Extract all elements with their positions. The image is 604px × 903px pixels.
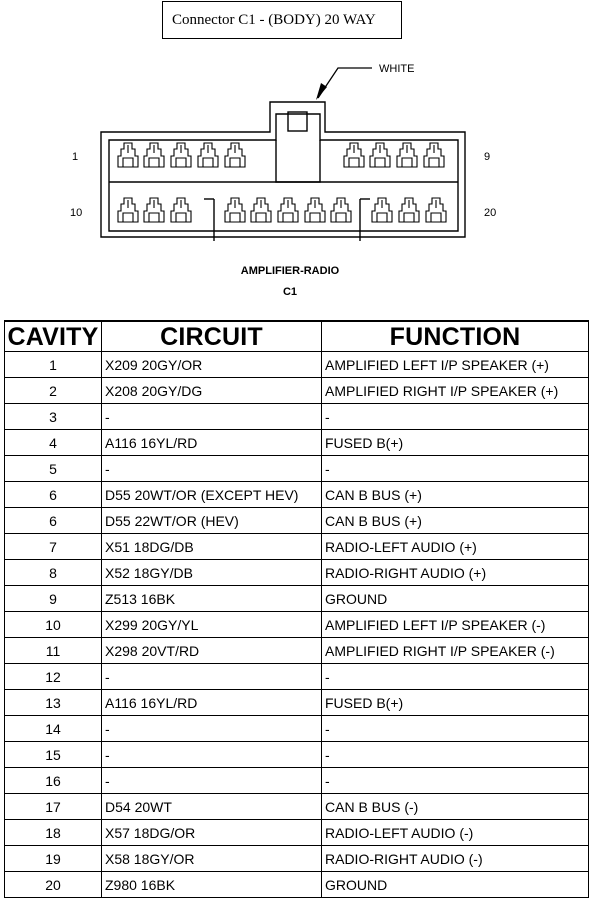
circuit-cell: X58 18GY/OR bbox=[102, 846, 322, 872]
terminal-cavity bbox=[198, 143, 218, 167]
function-cell: - bbox=[322, 768, 589, 794]
circuit-cell: A116 16YL/RD bbox=[102, 430, 322, 456]
circuit-cell: X208 20GY/DG bbox=[102, 378, 322, 404]
cavity-cell: 4 bbox=[5, 430, 102, 456]
table-row bbox=[5, 508, 589, 534]
function-cell: CAN B BUS (+) bbox=[322, 508, 589, 534]
circuit-cell: X52 18GY/DB bbox=[102, 560, 322, 586]
cavity-cell: 15 bbox=[5, 742, 102, 768]
pin-label-10: 10 bbox=[70, 207, 83, 219]
terminal-cavity bbox=[225, 198, 245, 222]
terminal-cavity bbox=[370, 143, 390, 167]
cavity-cell: 8 bbox=[5, 560, 102, 586]
function-cell: RADIO-LEFT AUDIO (-) bbox=[322, 820, 589, 846]
circuit-cell: X298 20VT/RD bbox=[102, 638, 322, 664]
table-row bbox=[5, 560, 589, 586]
cavity-cell: 17 bbox=[5, 794, 102, 820]
function-cell: AMPLIFIED LEFT I/P SPEAKER (+) bbox=[322, 352, 589, 378]
terminal-cavity bbox=[251, 198, 271, 222]
header-cavity: CAVITY bbox=[5, 321, 102, 352]
cavity-cell: 18 bbox=[5, 820, 102, 846]
terminal-cavity bbox=[118, 198, 138, 222]
circuit-cell: Z513 16BK bbox=[102, 586, 322, 612]
function-cell: - bbox=[322, 404, 589, 430]
circuit-cell: Z980 16BK bbox=[102, 872, 322, 898]
circuit-cell: - bbox=[102, 456, 322, 482]
cavity-cell: 6 bbox=[5, 482, 102, 508]
circuit-cell: - bbox=[102, 664, 322, 690]
function-cell: RADIO-RIGHT AUDIO (+) bbox=[322, 560, 589, 586]
circuit-cell: - bbox=[102, 716, 322, 742]
header-circuit: CIRCUIT bbox=[102, 321, 322, 352]
function-cell: - bbox=[322, 456, 589, 482]
function-cell: - bbox=[322, 664, 589, 690]
cavity-cell: 9 bbox=[5, 586, 102, 612]
table-row bbox=[5, 352, 589, 378]
table-row bbox=[5, 872, 589, 898]
color-label: WHITE bbox=[379, 63, 415, 75]
cavity-cell: 1 bbox=[5, 352, 102, 378]
pin-label-9: 9 bbox=[484, 151, 491, 163]
table-row bbox=[5, 534, 589, 560]
circuit-cell: A116 16YL/RD bbox=[102, 690, 322, 716]
cavity-cell: 13 bbox=[5, 690, 102, 716]
table-row bbox=[5, 638, 589, 664]
pin-label-1: 1 bbox=[72, 151, 79, 163]
cavity-cell: 5 bbox=[5, 456, 102, 482]
table-row bbox=[5, 716, 589, 742]
cavity-cell: 11 bbox=[5, 638, 102, 664]
terminal-cavity bbox=[144, 143, 164, 167]
cavity-cell: 10 bbox=[5, 612, 102, 638]
table-row bbox=[5, 768, 589, 794]
table-header-row bbox=[5, 321, 589, 352]
connector-title: Connector C1 - (BODY) 20 WAY bbox=[162, 1, 402, 39]
function-cell: FUSED B(+) bbox=[322, 430, 589, 456]
cavity-cell: 3 bbox=[5, 404, 102, 430]
terminal-cavity bbox=[118, 143, 138, 167]
cavity-cell: 14 bbox=[5, 716, 102, 742]
pin-label-20: 20 bbox=[484, 207, 497, 219]
function-cell: AMPLIFIED RIGHT I/P SPEAKER (-) bbox=[322, 638, 589, 664]
table-row bbox=[5, 794, 589, 820]
terminal-cavity bbox=[372, 198, 392, 222]
function-cell: RADIO-LEFT AUDIO (+) bbox=[322, 534, 589, 560]
terminal-cavity bbox=[331, 198, 351, 222]
circuit-cell: D54 20WT bbox=[102, 794, 322, 820]
component-name: AMPLIFIER-RADIO bbox=[240, 265, 340, 277]
cavity-cell: 12 bbox=[5, 664, 102, 690]
connector-diagram bbox=[0, 0, 604, 310]
table-row bbox=[5, 820, 589, 846]
terminal-cavity bbox=[144, 198, 164, 222]
function-cell: - bbox=[322, 716, 589, 742]
terminal-cavity bbox=[397, 143, 417, 167]
table-row bbox=[5, 378, 589, 404]
table-row bbox=[5, 612, 589, 638]
table-row bbox=[5, 430, 589, 456]
terminal-cavity bbox=[424, 143, 444, 167]
table-row bbox=[5, 586, 589, 612]
terminal-cavity bbox=[399, 198, 419, 222]
table-row bbox=[5, 404, 589, 430]
terminal-cavity bbox=[305, 198, 325, 222]
function-cell: CAN B BUS (-) bbox=[322, 794, 589, 820]
table-row bbox=[5, 664, 589, 690]
cavity-cell: 6 bbox=[5, 508, 102, 534]
terminal-cavity bbox=[171, 143, 191, 167]
table-row bbox=[5, 456, 589, 482]
function-cell: GROUND bbox=[322, 586, 589, 612]
function-cell: AMPLIFIED LEFT I/P SPEAKER (-) bbox=[322, 612, 589, 638]
cavity-cell: 7 bbox=[5, 534, 102, 560]
circuit-cell: D55 20WT/OR (EXCEPT HEV) bbox=[102, 482, 322, 508]
cavity-cell: 20 bbox=[5, 872, 102, 898]
circuit-cell: X51 18DG/DB bbox=[102, 534, 322, 560]
terminal-cavity bbox=[278, 198, 298, 222]
function-cell: CAN B BUS (+) bbox=[322, 482, 589, 508]
function-cell: FUSED B(+) bbox=[322, 690, 589, 716]
circuit-cell: X209 20GY/OR bbox=[102, 352, 322, 378]
cavity-cell: 2 bbox=[5, 378, 102, 404]
function-cell: RADIO-RIGHT AUDIO (-) bbox=[322, 846, 589, 872]
header-function: FUNCTION bbox=[322, 321, 589, 352]
circuit-cell: - bbox=[102, 742, 322, 768]
terminal-cavity bbox=[344, 143, 364, 167]
terminal-cavity bbox=[225, 143, 245, 167]
circuit-cell: D55 22WT/OR (HEV) bbox=[102, 508, 322, 534]
circuit-cell: - bbox=[102, 768, 322, 794]
pinout-table bbox=[4, 320, 589, 898]
circuit-cell: - bbox=[102, 404, 322, 430]
circuit-cell: X299 20GY/YL bbox=[102, 612, 322, 638]
function-cell: AMPLIFIED RIGHT I/P SPEAKER (+) bbox=[322, 378, 589, 404]
cavity-cell: 16 bbox=[5, 768, 102, 794]
cavity-cell: 19 bbox=[5, 846, 102, 872]
table-row bbox=[5, 742, 589, 768]
table-row bbox=[5, 690, 589, 716]
connector-id: C1 bbox=[282, 286, 298, 298]
function-cell: - bbox=[322, 742, 589, 768]
function-cell: GROUND bbox=[322, 872, 589, 898]
circuit-cell: X57 18DG/OR bbox=[102, 820, 322, 846]
table-row bbox=[5, 846, 589, 872]
color-leader-line bbox=[318, 68, 372, 98]
table-row bbox=[5, 482, 589, 508]
leader-arrowhead bbox=[316, 83, 327, 100]
terminal-cavity bbox=[426, 198, 446, 222]
terminal-cavity bbox=[171, 198, 191, 222]
